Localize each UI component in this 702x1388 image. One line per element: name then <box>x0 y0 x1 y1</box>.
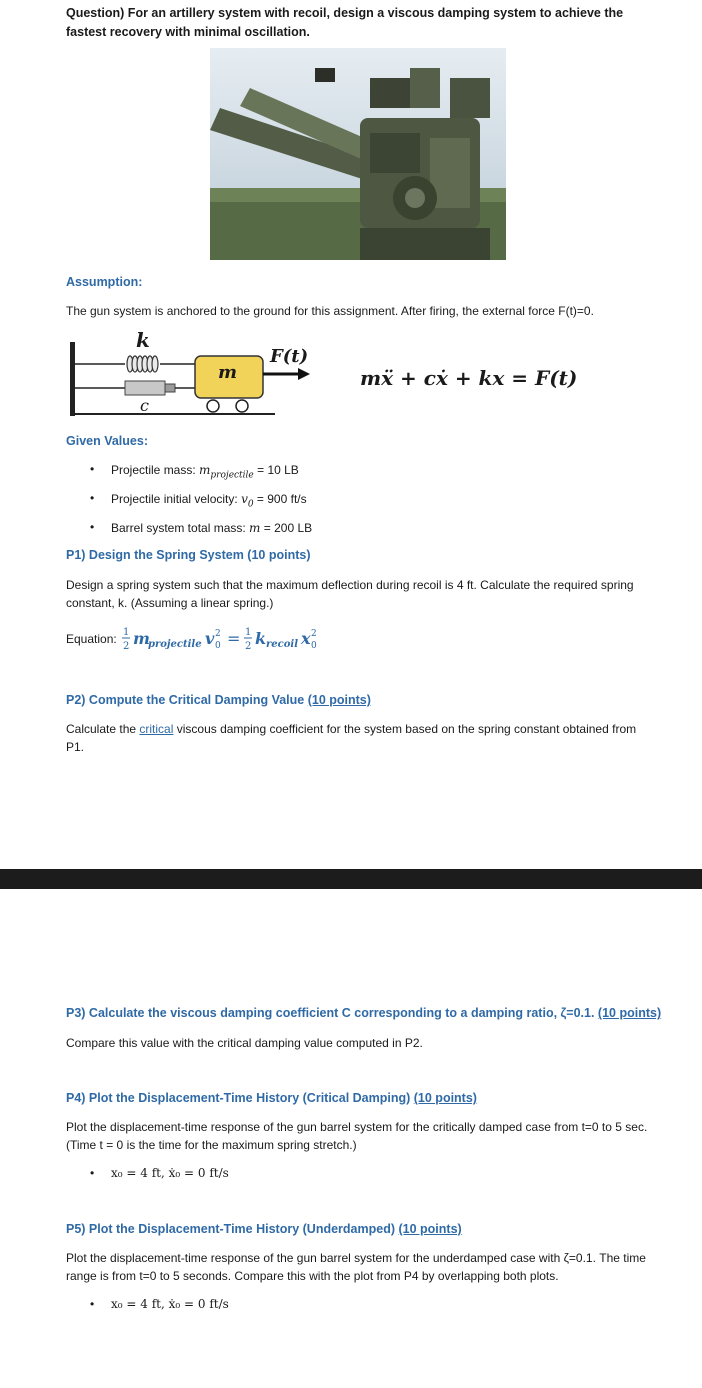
svg-text:2: 2 <box>311 629 317 639</box>
mass-label: m <box>218 362 238 383</box>
artillery-photo <box>210 48 506 260</box>
given-heading: Given Values: <box>66 434 148 448</box>
damper-label: c <box>140 396 149 415</box>
svg-text:projectile: projectile <box>148 639 202 650</box>
assumption-text: The gun system is anchored to the ground for this assignment. After firing, the external force F(t)=0. <box>66 304 594 318</box>
critical-link[interactable]: critical <box>139 722 174 736</box>
p2-points-link[interactable]: (10 points) <box>307 693 371 707</box>
p3-text: Compare this value with the critical damping value computed in P2. <box>66 1036 423 1050</box>
p2-text: Calculate the critical viscous damping coefficient for the system based on the spring constant obtained from P1. <box>66 722 637 754</box>
given-item-barrel-mass: Barrel system total mass: m = 200 LB <box>111 521 313 535</box>
p2-heading: P2) Compute the Critical Damping Value (10 points) <box>66 693 371 707</box>
spring-label: k <box>136 328 150 352</box>
bullet-icon: • <box>90 1166 95 1180</box>
p4-points-link[interactable]: (10 points) <box>413 1091 477 1105</box>
p5-points-link[interactable]: (10 points) <box>398 1222 462 1236</box>
equation-of-motion: mẍ + cẋ + kx = F(t) <box>360 366 578 390</box>
assumption-heading: Assumption: <box>66 275 143 289</box>
given-item-projectile-mass: Projectile mass: $m_{projectile} = 10$ LB <box>111 463 299 481</box>
svg-text:1: 1 <box>245 627 252 638</box>
svg-text:recoil: recoil <box>266 639 299 650</box>
bullet-icon: • <box>90 462 95 476</box>
p5-initial-conditions: x₀ = 4 ft, ẋ₀ = 0 ft/s <box>111 1297 229 1311</box>
p3-heading: P3) Calculate the viscous damping coefficient C corresponding to a damping ratio, ζ=0.1. (10 points) <box>66 1006 662 1020</box>
p1-heading: P1) Design the Spring System (10 points) <box>66 548 311 562</box>
p5-heading: P5) Plot the Displacement-Time History (Underdamped) (10 points) <box>66 1222 462 1236</box>
p1-text: Design a spring system such that the maximum deflection during recoil is 4 ft. Calculate the required spring constant, k. (Assuming a linear spring.) <box>66 578 634 610</box>
bullet-icon: • <box>90 520 95 534</box>
svg-text:2: 2 <box>123 641 130 652</box>
energy-equation <box>121 622 391 656</box>
force-label: F(t) <box>270 346 309 367</box>
svg-text:k: k <box>255 629 267 648</box>
p5-text: Plot the displacement-time response of the gun barrel system for the underdamped case with ζ=0.1. The time range is from t=0 to 5 seconds. Compare this with the plot from P4 by overlapping both plots. <box>66 1251 646 1283</box>
svg-text:2: 2 <box>215 629 221 639</box>
svg-text:0: 0 <box>215 641 221 651</box>
svg-text:x: x <box>301 629 311 648</box>
svg-text:v: v <box>205 629 215 648</box>
svg-text:0: 0 <box>311 641 317 651</box>
mass-spring-damper-diagram <box>70 330 340 420</box>
question-text: Question) For an artillery system with recoil, design a viscous damping system to achieve the fastest recovery with minimal oscillation. <box>66 6 624 39</box>
p3-points-link[interactable]: (10 points) <box>597 1006 662 1020</box>
p4-initial-conditions: x₀ = 4 ft, ẋ₀ = 0 ft/s <box>111 1166 229 1180</box>
svg-text:2: 2 <box>245 641 252 652</box>
bullet-icon: • <box>90 1297 95 1311</box>
page-divider <box>0 869 702 889</box>
bullet-icon: • <box>90 491 95 505</box>
p4-text: Plot the displacement-time response of the gun barrel system for the critically damped case from t=0 to 5 sec. (Time t = 0 is the time for the maximum spring stretch.) <box>66 1120 648 1152</box>
equation-label: Equation: <box>66 632 117 646</box>
given-item-initial-velocity: Projectile initial velocity: $v_0 = 900$ ft/s <box>111 492 307 510</box>
svg-text:1: 1 <box>123 627 130 638</box>
p4-heading: P4) Plot the Displacement-Time History (Critical Damping) (10 points) <box>66 1091 477 1105</box>
p1-equation <box>66 622 391 656</box>
svg-text:=: = <box>227 629 241 648</box>
svg-text:m: m <box>133 629 151 648</box>
